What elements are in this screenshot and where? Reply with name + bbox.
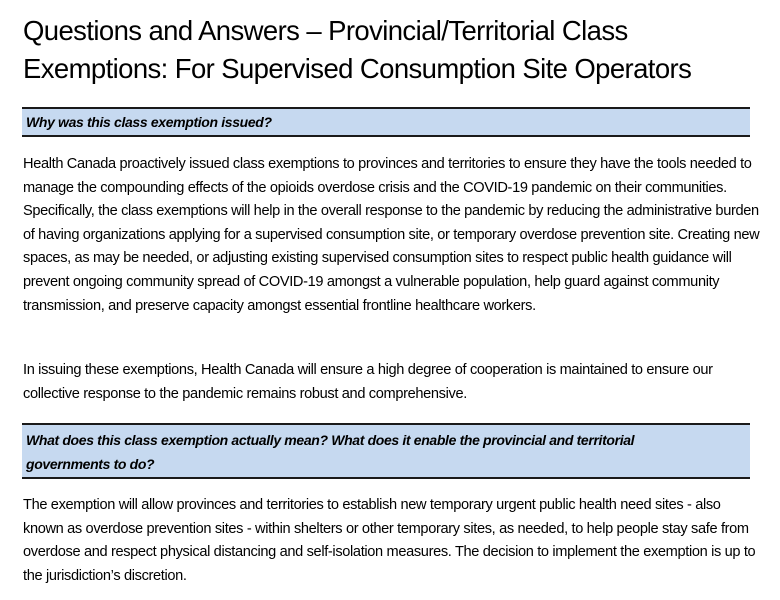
document-title: Questions and Answers – Provincial/Territorial Class Exemptions: For Supervised Consumption Site Operators	[23, 15, 692, 84]
question-heading-2: What does this class exemption actually mean? What does it enable the provincial and territorial governments to do?	[22, 423, 750, 479]
answer-paragraph-2: In issuing these exemptions, Health Canada will ensure a high degree of cooperation is maintained to ensure our collective response to the pandemic remains robust and comprehensive.	[23, 362, 713, 402]
question-heading-1: Why was this class exemption issued?	[22, 107, 750, 137]
answer-paragraph-1: Health Canada proactively issued class exemptions to provinces and territories to ensure they have the tools needed to manage the compounding effects of the opioids overdose crisis and the COVID-19 pandemic on their communities. Specifically, the class exemptions will help in the overall response to the pandemic by reducing the administrative burden of having organizations applying for a supervised consumption site, or temporary overdose prevention site. Creating new spaces, as may be needed, or adjusting existing supervised consumption sites to respect public health guidance will prevent ongoing community spread of COVID-19 amongst a vulnerable population, help guard against community transmission, and preserve capacity amongst essential frontline healthcare workers.	[23, 156, 760, 314]
answer-paragraph-3: The exemption will allow provinces and territories to establish new temporary urgent public health need sites - also known as overdose prevention sites - within shelters or other temporary sites, as needed, to help people stay safe from overdose and respect physical distancing and self-isolation measures. The decision to implement the exemption is up to the jurisdiction’s discretion.	[23, 497, 756, 584]
